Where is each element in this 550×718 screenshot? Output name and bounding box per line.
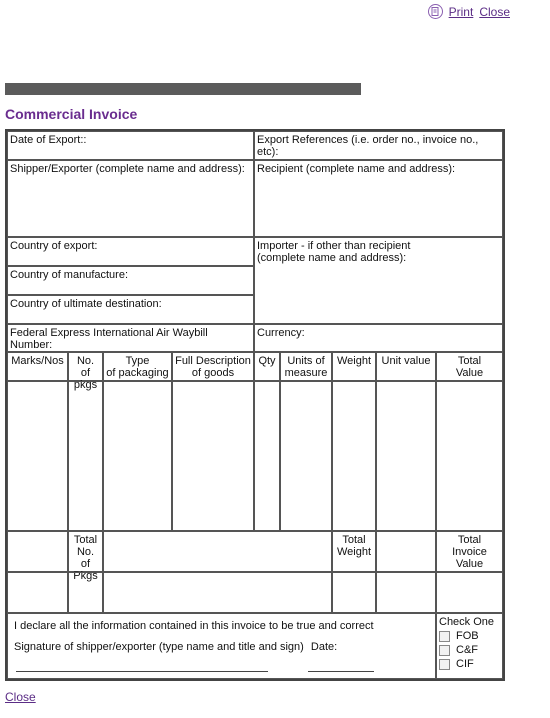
- totals-value-blank-3: [376, 572, 436, 613]
- option-cif[interactable]: [439, 658, 500, 670]
- fob-label: FOB: [456, 630, 479, 642]
- col-header-description: Full Description of goods: [172, 352, 254, 381]
- declaration-section: [7, 613, 436, 679]
- country-destination-label: Country of ultimate destination:: [10, 298, 162, 310]
- total-invoice-value[interactable]: [436, 572, 503, 613]
- pkgs-body[interactable]: [68, 381, 103, 531]
- totals-blank-1: [7, 531, 68, 572]
- weight-body[interactable]: [332, 381, 376, 531]
- export-references-field[interactable]: [254, 131, 503, 160]
- recipient-label: Recipient (complete name and address):: [257, 163, 456, 175]
- unit-value-body[interactable]: [376, 381, 436, 531]
- signature-row: [14, 641, 429, 653]
- totals-blank-3: [376, 531, 436, 572]
- page-title: Commercial Invoice: [5, 106, 138, 122]
- declaration-text: I declare all the information contained in this invoice to be true and correct: [14, 620, 374, 632]
- cf-checkbox[interactable]: [439, 645, 450, 656]
- col-header-weight: Weight: [332, 352, 376, 381]
- country-export-field[interactable]: [7, 237, 254, 266]
- col-header-unit-value: Unit value: [376, 352, 436, 381]
- grey-bar: [5, 83, 361, 95]
- waybill-label: Federal Express International Air Waybill Number:: [10, 327, 208, 351]
- total-weight-label: Total Weight: [332, 531, 376, 572]
- date-label: Date:: [310, 641, 338, 653]
- bottom-close-link[interactable]: Close: [5, 690, 36, 704]
- recipient-field[interactable]: [254, 160, 503, 237]
- currency-field[interactable]: [254, 324, 503, 352]
- col-header-units: Units of measure: [280, 352, 332, 381]
- description-body[interactable]: [172, 381, 254, 531]
- importer-label: Importer - if other than recipient (complete name and address):: [257, 240, 411, 264]
- country-export-label: Country of export:: [10, 240, 98, 252]
- total-pkgs-label: Total No. of Pkgs: [68, 531, 103, 572]
- cf-label: C&F: [456, 644, 478, 656]
- col-header-pkgs: No. of pkgs: [68, 352, 103, 381]
- date-line[interactable]: [308, 671, 374, 672]
- top-links: [428, 4, 510, 19]
- totals-value-blank-1: [7, 572, 68, 613]
- total-pkgs-value[interactable]: [68, 572, 103, 613]
- country-manufacture-label: Country of manufacture:: [10, 269, 129, 281]
- check-one-section: [436, 613, 503, 679]
- fob-checkbox[interactable]: [439, 631, 450, 642]
- option-cf[interactable]: [439, 644, 500, 656]
- invoice-form: [5, 129, 505, 681]
- total-value-body[interactable]: [436, 381, 503, 531]
- shipper-field[interactable]: [7, 160, 254, 237]
- totals-blank-2: [103, 531, 332, 572]
- col-header-marks: Marks/Nos: [7, 352, 68, 381]
- marks-body[interactable]: [7, 381, 68, 531]
- check-one-label: Check One: [439, 616, 495, 628]
- country-destination-field[interactable]: [7, 295, 254, 324]
- shipper-label: Shipper/Exporter (complete name and address):: [10, 163, 245, 175]
- option-fob[interactable]: [439, 630, 500, 642]
- close-link[interactable]: Close: [479, 4, 510, 19]
- totals-value-blank-2: [103, 572, 332, 613]
- col-header-total-value: Total Value: [436, 352, 503, 381]
- currency-label: Currency:: [257, 327, 305, 339]
- total-weight-value[interactable]: [332, 572, 376, 613]
- date-of-export-field[interactable]: [7, 131, 254, 160]
- waybill-field[interactable]: [7, 324, 254, 352]
- print-icon[interactable]: [428, 4, 443, 19]
- total-invoice-label: Total Invoice Value: [436, 531, 503, 572]
- signature-label: Signature of shipper/exporter (type name and title and sign): [14, 641, 304, 653]
- export-references-label: Export References (i.e. order no., invoice no., etc):: [257, 134, 479, 158]
- signature-line[interactable]: [16, 671, 268, 672]
- cif-label: CIF: [456, 658, 474, 670]
- col-header-type: Type of packaging: [103, 352, 172, 381]
- qty-body[interactable]: [254, 381, 280, 531]
- type-body[interactable]: [103, 381, 172, 531]
- units-body[interactable]: [280, 381, 332, 531]
- importer-field[interactable]: [254, 237, 503, 324]
- col-header-qty: Qty: [254, 352, 280, 381]
- print-link[interactable]: Print: [448, 4, 474, 19]
- country-manufacture-field[interactable]: [7, 266, 254, 295]
- cif-checkbox[interactable]: [439, 659, 450, 670]
- date-of-export-label: Date of Export::: [10, 134, 87, 146]
